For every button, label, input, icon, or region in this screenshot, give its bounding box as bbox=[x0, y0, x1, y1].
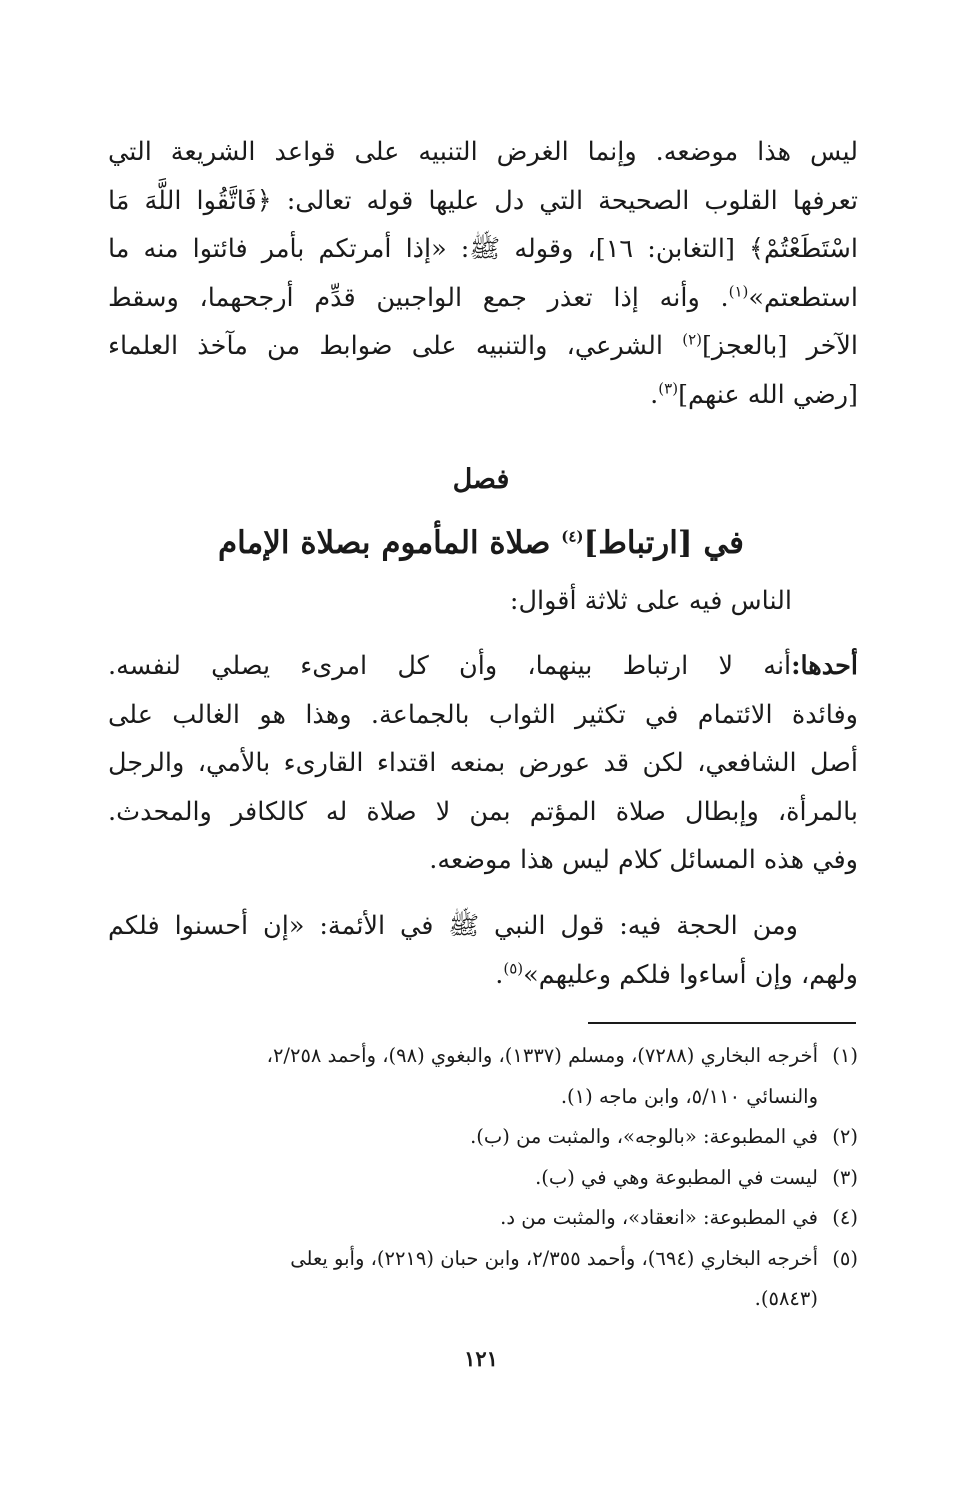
paragraph-2 bbox=[108, 642, 858, 885]
footnote-number: (٥) bbox=[832, 1246, 858, 1270]
paragraph-1-line-6: [رضي الله عنهم]$^{(٣)}$. bbox=[650, 379, 858, 410]
footnote-3 bbox=[108, 1158, 858, 1199]
page-number: ١٢١ bbox=[464, 1346, 498, 1371]
footnote-number: (٢) bbox=[832, 1125, 858, 1148]
paragraph-2-line-2: وفائدة الائتمام في تكثير الثواب بالجماعة. وهذا هو الغالب على bbox=[108, 699, 858, 730]
paragraph-3-line-1: ومن الحجة فيه: قول النبي ﷺ في الأئمة: «إن أحسنوا فلكم bbox=[108, 911, 798, 941]
footnote-4 bbox=[108, 1198, 858, 1239]
footnote-text: ليست في المطبوعة وهي في (ب). bbox=[535, 1165, 818, 1189]
footnote-text: أخرجه البخاري (٧٢٨٨)، ومسلم (١٣٣٧)، والبغوي (٩٨)، وأحمد ٢/٢٥٨، bbox=[266, 1044, 818, 1067]
footnote-text: في المطبوعة: «بالوجه»، والمثبت من (ب). bbox=[470, 1125, 818, 1148]
footnote-ref-3[interactable]: (٣) bbox=[658, 379, 679, 397]
footnote-ref-2[interactable]: (٢) bbox=[682, 330, 702, 349]
paragraph-1-line-2: تعرفها القلوب الصحيحة التي دل عليها قوله تعالى: ﴿فَاتَّقُوا اللَّهَ مَا bbox=[108, 185, 858, 216]
paragraph-2-line-1: أحدها:أنه لا ارتباط بينهما، وأن كل امرىء يصلي لنفسه. bbox=[108, 651, 858, 681]
footnote-1 bbox=[108, 1036, 858, 1117]
paragraph-2-line-4: بالمرأة، وإبطال صلاة المؤتم بمن لا صلاة له كالكافر والمحدث. bbox=[108, 796, 858, 827]
footnote-divider bbox=[588, 1022, 856, 1024]
opinion-lead: أحدها: bbox=[791, 651, 858, 681]
paragraph-2-line-3: أصل الشافعي، لكن قد عورض بمنعه اقتداء القارىء بالأمي، والرجل bbox=[108, 748, 858, 778]
paragraph-1-line-3: اسْتَطَعْتُمْ﴾ [التغابن: ١٦]، وقوله ﷺ: «إذا أمرتكم بأمر فائتوا منه ما bbox=[108, 234, 859, 264]
footnote-number: (١) bbox=[832, 1044, 858, 1067]
section-label: فصل bbox=[452, 464, 510, 495]
paragraph-1-line-5: الآخر [بالعجز]$^{(٢)}$ الشرعي، والتنبيه على ضوابط من مآخذ العلماء bbox=[108, 330, 858, 361]
footnote-ref-4[interactable]: (٤) bbox=[561, 527, 584, 546]
footnote-text: في المطبوعة: «انعقاد»، والمثبت من د. bbox=[500, 1206, 818, 1229]
footnote-number: (٣) bbox=[832, 1165, 858, 1189]
paragraph-3-line-2: ولهم، وإن أساءوا فلكم وعليهم»$^{(٥)}$. bbox=[495, 959, 858, 990]
footnote-text: أخرجه البخاري (٦٩٤)، وأحمد ٢/٣٥٥، وابن حبان (٢٢١٩)، وأبو يعلى bbox=[290, 1246, 818, 1270]
paragraph-3 bbox=[108, 902, 858, 999]
footnote-ref-5[interactable]: (٥) bbox=[503, 959, 524, 977]
chapter-title: في [ارتباط]$^{(٤)}$ صلاة المأموم بصلاة الإمام bbox=[217, 525, 744, 561]
intro-line: الناس فيه على ثلاثة أقوال: bbox=[509, 586, 792, 616]
footnote-number: (٤) bbox=[832, 1206, 858, 1229]
paragraph-2-line-5: وفي هذه المسائل كلام ليس هذا موضعه. bbox=[429, 845, 858, 875]
footnote-text: والنسائي ٥/١١٠، وابن ماجه (١). bbox=[560, 1084, 818, 1108]
footnote-text: (٥٨٤٣). bbox=[754, 1287, 818, 1310]
footnote-ref-1[interactable]: (١) bbox=[728, 282, 749, 300]
footnotes bbox=[108, 1036, 858, 1320]
footnote-5 bbox=[108, 1239, 858, 1320]
paragraph-1 bbox=[108, 128, 858, 419]
footnote-2 bbox=[108, 1117, 858, 1158]
paragraph-1-line-4: استطعتم»$^{(١)}$. وأنه إذا تعذر جمع الواجبين قدِّم أرجحهما، وسقط bbox=[108, 282, 858, 313]
paragraph-1-line-1: ليس هذا موضعه. وإنما الغرض التنبيه على قواعد الشريعة التي bbox=[108, 137, 858, 167]
